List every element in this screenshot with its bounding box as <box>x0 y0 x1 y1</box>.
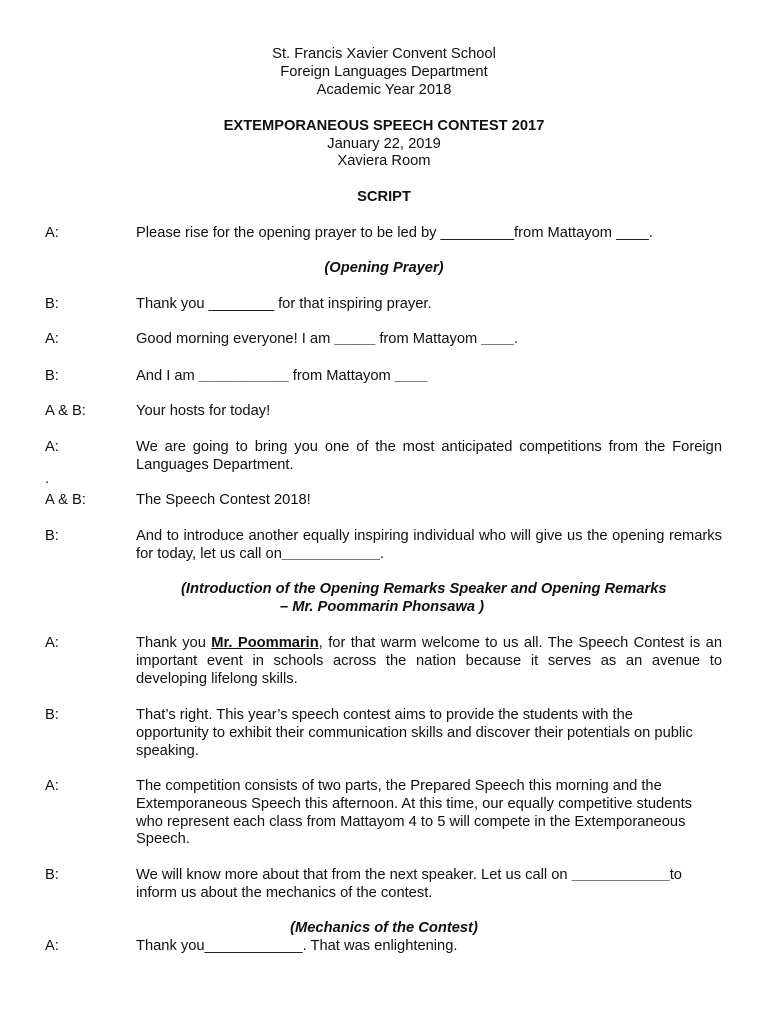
text-line: speaking. <box>136 742 199 759</box>
text-line: important event in schools across the nation because it serves as an avenue to <box>136 652 722 669</box>
speaker-label: A & B: <box>45 492 86 508</box>
text-line <box>136 635 722 653</box>
text-line: inform us about the mechanics of the contest. <box>136 884 433 901</box>
speaker-label: A: <box>45 439 59 455</box>
text-line: And to introduce another equally inspiring individual who will give us the opening remarks <box>136 528 722 544</box>
school-name: St. Francis Xavier Convent School <box>272 46 496 62</box>
text-segment: for today, let us call on <box>136 545 282 562</box>
text-line: Speech. <box>136 831 190 848</box>
dialogue-text: Please rise for the opening prayer to be led by _________from Mattayom ____. <box>136 225 653 241</box>
dialogue-text <box>136 867 722 903</box>
fill-in-blank: ____ <box>481 331 515 347</box>
contest-title: EXTEMPORANEOUS SPEECH CONTEST 2017 <box>223 118 545 134</box>
fill-in-blank: ____ <box>394 368 428 384</box>
text-segment: Thank you <box>136 635 212 651</box>
text-line: Languages Department. <box>136 456 294 473</box>
text-line <box>136 867 722 885</box>
speaker-label: A: <box>45 225 59 241</box>
script-heading: SCRIPT <box>357 189 411 205</box>
text-line <box>136 546 722 564</box>
text-segment: , for that warm welcome to us all. The Speech Contest is an <box>318 635 722 651</box>
text-line: We are going to bring you one of the most anticipated competitions from the Foreign <box>136 439 722 455</box>
text-segment: . <box>514 331 519 347</box>
stray-period-mark: . <box>45 471 50 487</box>
text-line: opportunity to exhibit their communication skills and discover their potentials on public <box>136 724 693 741</box>
speaker-label: B: <box>45 707 59 723</box>
text-segment: from Mattayom <box>288 368 395 384</box>
academic-year: Academic Year 2018 <box>316 82 452 98</box>
text-segment: to <box>669 867 682 883</box>
speaker-label: A: <box>45 938 59 954</box>
dialogue-text <box>136 528 722 564</box>
text-line: Extemporaneous Speech this afternoon. At this time, our equally competitive students <box>136 795 692 812</box>
dialogue-text <box>136 368 722 386</box>
fill-in-blank: _____ <box>334 331 376 347</box>
dialogue-text <box>136 635 722 688</box>
speaker-label: B: <box>45 296 59 312</box>
dialogue-text <box>136 331 722 349</box>
dialogue-text: The Speech Contest 2018! <box>136 492 311 508</box>
fill-in-blank: ____________ <box>571 867 670 883</box>
stage-cue-line: – Mr. Poommarin Phonsawa ) <box>280 598 485 615</box>
stage-cue-mechanics: (Mechanics of the Contest) <box>290 920 478 936</box>
event-venue: Xaviera Room <box>337 153 431 169</box>
speaker-label: A: <box>45 778 59 794</box>
dialogue-text <box>136 778 722 849</box>
fill-in-blank: ____________ <box>281 545 380 562</box>
dialogue-text: Thank you____________. That was enlightening. <box>136 938 458 954</box>
stage-cue-line: (Introduction of the Opening Remarks Speaker and Opening Remarks <box>181 581 667 597</box>
stage-cue-opening-prayer: (Opening Prayer) <box>324 260 444 276</box>
text-segment: from Mattayom <box>375 331 482 347</box>
dialogue-text <box>136 707 722 760</box>
dialogue-text: Your hosts for today! <box>136 403 271 419</box>
speaker-name-emphasis: Mr. Poommarin <box>211 635 319 651</box>
text-line: who represent each class from Mattayom 4 to 5 will compete in the Extemporaneous <box>136 813 686 830</box>
speaker-label: A: <box>45 635 59 651</box>
fill-in-blank: ___________ <box>198 368 289 384</box>
text-segment: . <box>379 545 384 562</box>
text-segment: We will know more about that from the next speaker. Let us call on <box>136 867 572 883</box>
dialogue-text <box>136 439 722 475</box>
event-date: January 22, 2019 <box>327 136 441 152</box>
dialogue-text: Thank you ________ for that inspiring prayer. <box>136 296 432 312</box>
speaker-label: B: <box>45 368 59 384</box>
text-segment: And I am <box>136 368 199 384</box>
speaker-label: A & B: <box>45 403 86 419</box>
text-line: developing lifelong skills. <box>136 670 298 687</box>
speaker-label: A: <box>45 331 59 347</box>
speaker-label: B: <box>45 528 59 544</box>
text-line: The competition consists of two parts, the Prepared Speech this morning and the <box>136 778 662 794</box>
speaker-label: B: <box>45 867 59 883</box>
text-segment: Good morning everyone! I am <box>136 331 335 347</box>
department-name: Foreign Languages Department <box>280 64 488 80</box>
text-line: That’s right. This year’s speech contest aims to provide the students with the <box>136 707 633 723</box>
